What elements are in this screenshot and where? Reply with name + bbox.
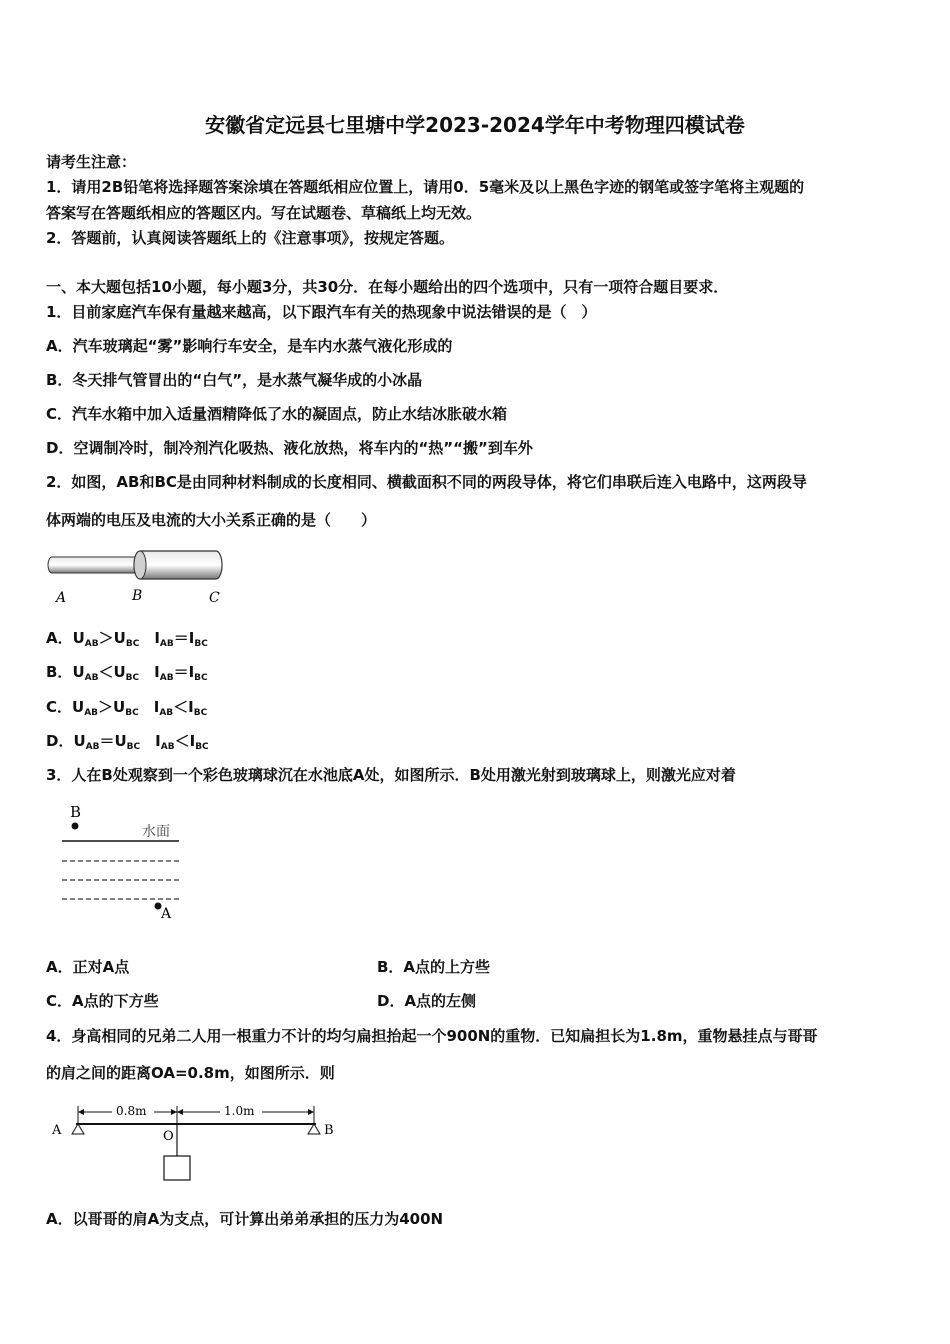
thick-rod bbox=[134, 551, 222, 579]
fig-label-a: A bbox=[161, 906, 172, 922]
q3-pool-figure bbox=[56, 800, 186, 922]
q2-stem-line-2: 体两端的电压及电流的大小关系正确的是（ ） bbox=[46, 511, 377, 529]
page-title: 安徽省定远县七里塘中学2023-2024学年中考物理四模试卷 bbox=[205, 113, 745, 137]
q1-option-a: A．汽车玻璃起“雾”影响行车安全，是车内水蒸气液化形成的 bbox=[46, 337, 453, 355]
fig-label-b: B bbox=[324, 1123, 334, 1138]
q2-conductor-figure bbox=[44, 545, 234, 607]
q2-option-b: B．$U_{AB}<U_{BC}$ $I_{AB}=I_{BC}$ bbox=[46, 663, 208, 683]
section-heading: 一、本大题包括10小题，每小题3分，共30分．在每小题给出的四个选项中，只有一项符合题目要求． bbox=[46, 278, 729, 296]
q1-option-c: C．汽车水箱中加入适量酒精降低了水的凝固点，防止水结冰胀破水箱 bbox=[46, 405, 508, 423]
fig-label-b: B bbox=[70, 803, 82, 821]
fig-label-b: B bbox=[132, 588, 143, 604]
q3-option-c: C．A点的下方些 bbox=[46, 992, 159, 1010]
q1-option-b: B．冬天排气管冒出的“白气”，是水蒸气凝华成的小冰晶 bbox=[46, 371, 423, 389]
point-b bbox=[72, 823, 79, 830]
fig-label-a: A bbox=[52, 1123, 62, 1138]
q2-stem-line-1: 2．如图，AB和BC是由同种材料制成的长度相同、横截面积不同的两段导体，将它们串联后连入电路中，这两段导 bbox=[46, 473, 807, 491]
fig-label-c: C bbox=[209, 590, 220, 606]
q1-option-d: D．空调制冷时，制冷剂汽化吸热、液化放热，将车内的“热”“搬”到车外 bbox=[46, 439, 533, 457]
q3-option-d: D．A点的左侧 bbox=[377, 992, 477, 1010]
notice-heading: 请考生注意： bbox=[46, 153, 137, 171]
notice-line-1: 1．请用2B铅笔将选择题答案涂填在答题纸相应位置上，请用0．5毫米及以上黑色字迹的钢笔或签字笔将主观题的 bbox=[46, 178, 805, 196]
q3-option-a: A．正对A点 bbox=[46, 958, 130, 976]
notice-line-2: 2．答题前，认真阅读答题纸上的《注意事项》，按规定答题。 bbox=[46, 229, 454, 247]
q4-pole-figure bbox=[46, 1098, 346, 1188]
q3-stem: 3．人在B处观察到一个彩色玻璃球沉在水池底A处，如图所示．B处用激光射到玻璃球上，则激光应对着 bbox=[46, 766, 736, 784]
fig-label-d1: 0.8m bbox=[116, 1104, 147, 1118]
q4-stem-line-2: 的肩之间的距离OA=0.8m，如图所示．则 bbox=[46, 1064, 335, 1082]
water-surface-label: 水面 bbox=[142, 824, 170, 840]
q2-option-d: D．$U_{AB}=U_{BC}$ $I_{AB}<I_{BC}$ bbox=[46, 732, 209, 752]
q3-option-b: B．A点的上方些 bbox=[377, 958, 491, 976]
q1-stem: 1．目前家庭汽车保有量越来越高，以下跟汽车有关的热现象中说法错误的是（ ） bbox=[46, 303, 597, 321]
q2-option-a: A．$U_{AB}>U_{BC}$ $I_{AB}=I_{BC}$ bbox=[46, 629, 208, 649]
hanging-weight bbox=[164, 1156, 190, 1180]
q4-option-a: A．以哥哥的肩A为支点，可计算出弟弟承担的压力为400N bbox=[46, 1210, 444, 1228]
fig-label-a: A bbox=[56, 590, 67, 606]
q2-option-c: C．$U_{AB}>U_{BC}$ $I_{AB}<I_{BC}$ bbox=[46, 698, 208, 718]
fig-label-d2: 1.0m bbox=[224, 1104, 255, 1118]
notice-line-1b: 答案写在答题纸相应的答题区内。写在试题卷、草稿纸上均无效。 bbox=[46, 204, 482, 222]
thin-rod bbox=[48, 557, 136, 573]
fig-label-o: O bbox=[163, 1129, 174, 1144]
support-b bbox=[308, 1124, 320, 1134]
q4-stem-line-1: 4．身高相同的兄弟二人用一根重力不计的均匀扁担抬起一个900N的重物．已知扁担长为1.8m，重物悬挂点与哥哥 bbox=[46, 1027, 818, 1045]
support-a bbox=[72, 1124, 84, 1134]
